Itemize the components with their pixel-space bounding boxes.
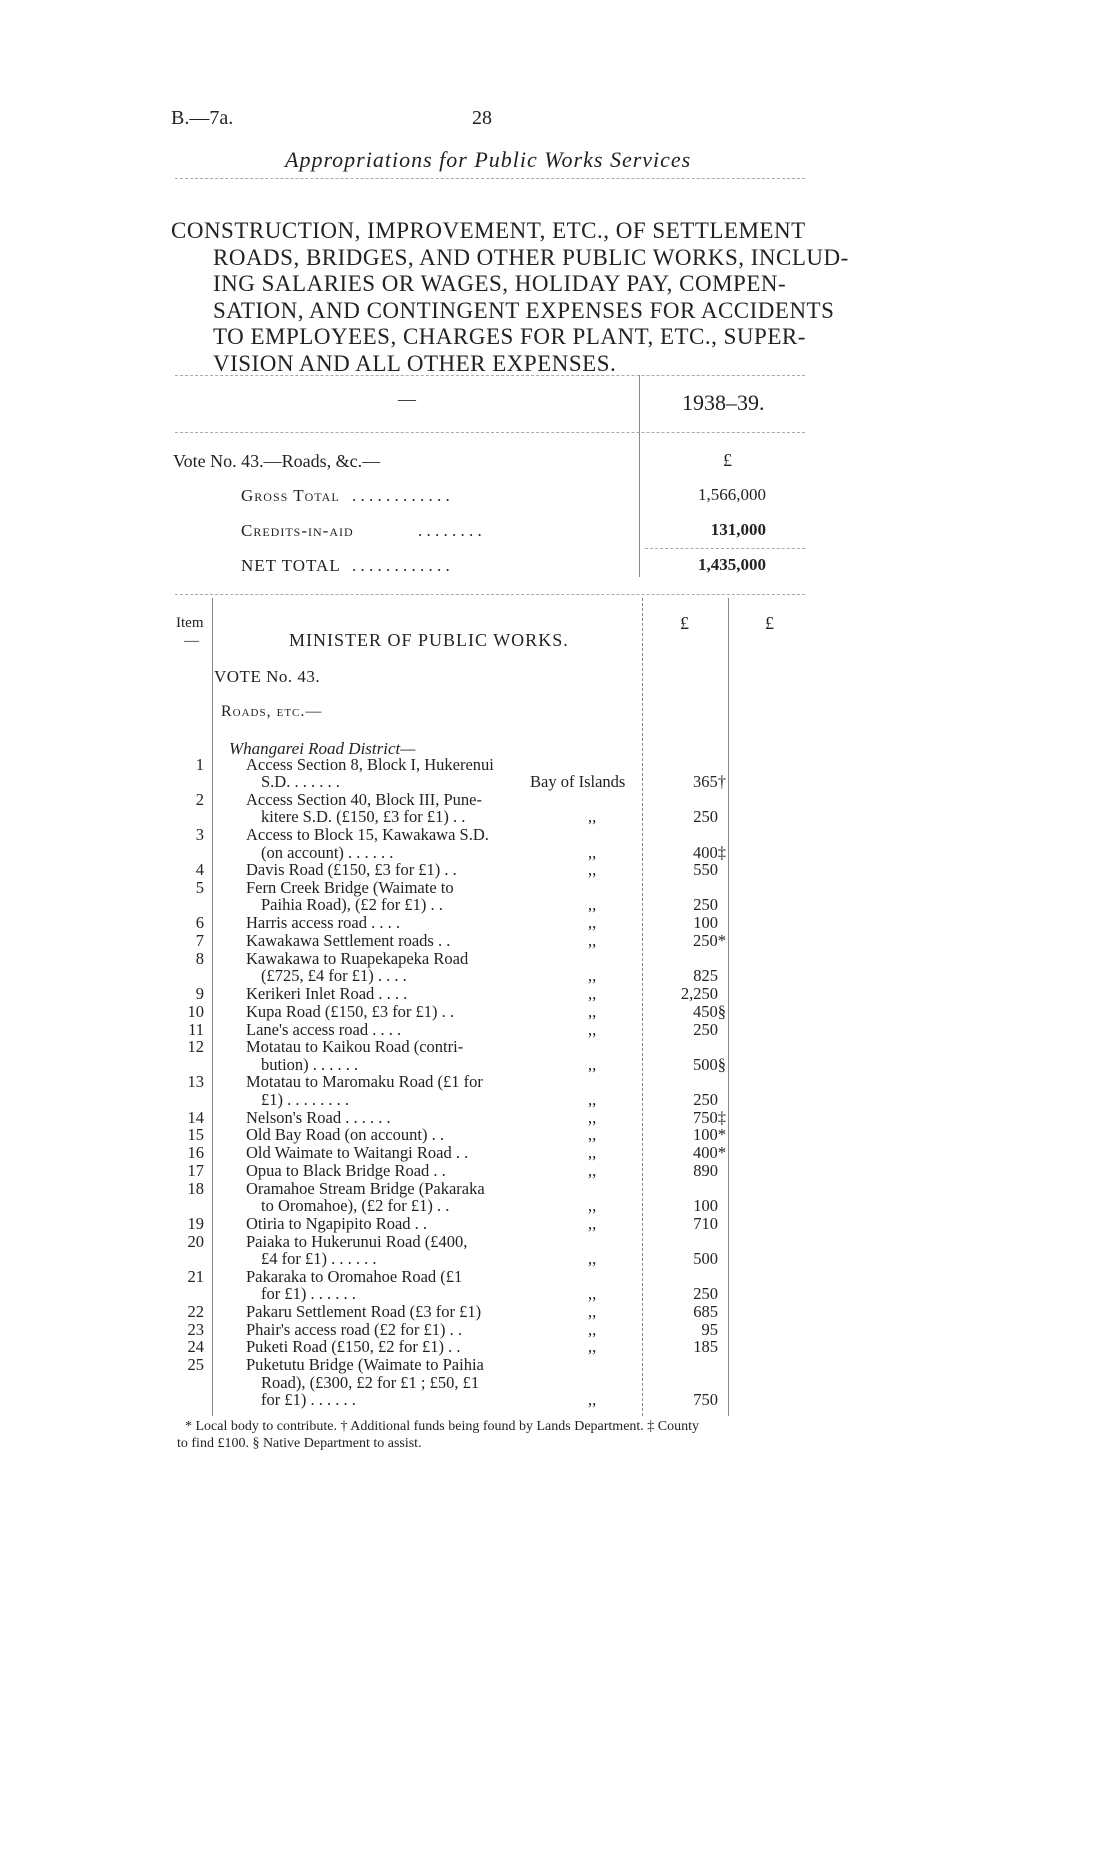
item-description: Access Section 40, Block III, Pune- — [246, 790, 482, 810]
item-number: 20 — [187, 1231, 204, 1251]
summary-column-rule — [639, 375, 640, 577]
item-amount: 100 — [693, 913, 718, 933]
item-column-header: Item — [176, 615, 204, 631]
item-number: 5 — [195, 878, 204, 898]
title-line: ING SALARIES OR WAGES, HOLIDAY PAY, COMPEN- — [213, 271, 787, 296]
item-amount: 250* — [693, 931, 726, 950]
item-amount: 400* — [693, 1143, 726, 1163]
item-place: ,, — [588, 1319, 597, 1339]
item-description: Kupa Road (£150, £3 for £1) . . — [246, 1001, 455, 1021]
item-place: ,, — [588, 1125, 597, 1145]
item-amount: 95 — [701, 1319, 718, 1339]
item-place: ,, — [588, 1143, 597, 1163]
item-amount: 750‡ — [693, 1107, 726, 1127]
item-number: 7 — [195, 931, 204, 950]
item-description: Nelson's Road . . . . . . — [246, 1107, 391, 1127]
item-amount: 250 — [693, 1284, 718, 1303]
vote-heading: VOTE No. 43. — [214, 667, 321, 686]
item-amount: 250 — [693, 1019, 718, 1039]
net-total-rule — [645, 548, 805, 549]
summary-currency: £ — [723, 450, 732, 470]
item-description: Kerikeri Inlet Road . . . . — [246, 983, 408, 1003]
credits-in-aid-label: Credits-in-aid — [241, 521, 354, 540]
roads-heading: Roads, etc.— — [221, 703, 323, 720]
item-amount: 685 — [693, 1301, 718, 1321]
place-column-rule — [642, 598, 643, 1416]
vote-label: Vote No. 43.—Roads, &c.— — [173, 451, 381, 471]
item-description: Paihia Road), (£2 for £1) . . — [261, 895, 443, 915]
net-total-leaders: . . . . . . . . . . . . — [352, 556, 450, 575]
item-place: ,, — [588, 1337, 597, 1357]
item-number: 10 — [187, 1001, 204, 1021]
report-reference: B.—7a. — [171, 107, 234, 129]
item-amount: 500 — [693, 1248, 718, 1268]
item-place: ,, — [588, 842, 597, 862]
item-description: Old Bay Road (on account) . . — [246, 1125, 444, 1145]
item-number: 9 — [195, 983, 204, 1003]
item-place: ,, — [588, 860, 597, 880]
item-description: (£725, £4 for £1) . . . . — [261, 966, 407, 986]
item-description: S.D. . . . . . . — [261, 772, 340, 792]
item-description: Motatau to Kaikou Road (contri- — [246, 1037, 464, 1057]
item-number: 2 — [195, 790, 204, 810]
item-description: Pakaraka to Oromahoe Road (£1 — [246, 1266, 463, 1286]
item-amount: 890 — [693, 1160, 718, 1180]
item-number: 21 — [187, 1266, 204, 1286]
title-line: VISION AND ALL OTHER EXPENSES. — [213, 350, 617, 376]
item-description: Harris access road . . . . — [246, 913, 400, 933]
item-number: 11 — [188, 1019, 204, 1039]
item-description: for £1) . . . . . . — [261, 1284, 356, 1303]
item-number: 25 — [187, 1355, 204, 1375]
item-description: Kawakawa to Ruapekapeka Road — [246, 948, 469, 968]
item-description: kitere S.D. (£150, £3 for £1) . . — [261, 807, 466, 827]
page-number: 28 — [472, 107, 492, 129]
net-total-value: 1,435,000 — [698, 555, 766, 574]
item-place: ,, — [588, 1213, 597, 1233]
item-place: ,, — [588, 1019, 597, 1039]
item-amount: 250 — [693, 895, 718, 915]
item-number: 16 — [187, 1143, 204, 1163]
page-subtitle: Appropriations for Public Works Services — [285, 147, 692, 172]
item-amount: 365† — [693, 772, 726, 792]
item-number: 14 — [187, 1107, 204, 1127]
item-description: Access to Block 15, Kawakawa S.D. — [246, 825, 489, 845]
item-number: 18 — [187, 1178, 204, 1198]
item-description: Otiria to Ngapipito Road . . — [246, 1213, 428, 1233]
item-description: bution) . . . . . . — [261, 1054, 359, 1074]
minister-heading: MINISTER OF PUBLIC WORKS. — [289, 630, 569, 650]
item-place: ,, — [588, 1284, 597, 1303]
title-line: TO EMPLOYEES, CHARGES FOR PLANT, ETC., SUPER- — [213, 324, 806, 349]
gross-total-value: 1,566,000 — [698, 485, 766, 504]
gross-total-label: Gross Total — [241, 486, 340, 505]
title-line: SATION, AND CONTINGENT EXPENSES FOR ACCIDENTS — [213, 297, 835, 323]
item-amount: 825 — [693, 966, 718, 986]
item-place: Bay of Islands — [530, 772, 626, 792]
item-amount: 250 — [693, 807, 718, 827]
item-number: 22 — [187, 1301, 204, 1321]
item-description: Kawakawa Settlement roads . . — [246, 931, 451, 950]
item-number: 24 — [187, 1337, 204, 1357]
item-place: ,, — [588, 1301, 597, 1321]
item-place: ,, — [588, 895, 597, 915]
summary-year: 1938–39. — [682, 390, 765, 415]
item-number: 6 — [195, 913, 204, 933]
item-description: £1) . . . . . . . . — [261, 1089, 349, 1109]
amount-currency-2: £ — [765, 613, 774, 633]
item-place: ,, — [588, 913, 597, 933]
item-place: ,, — [588, 931, 597, 950]
amount-currency-1: £ — [680, 613, 689, 633]
item-place: ,, — [588, 1107, 597, 1127]
item-amount: 750 — [693, 1389, 718, 1409]
header-divider — [175, 178, 805, 179]
item-number: 19 — [187, 1213, 204, 1233]
item-amount: 710 — [693, 1213, 718, 1233]
item-description: Access Section 8, Block I, Hukerenui — [246, 755, 494, 774]
item-amount: 2,250 — [680, 983, 718, 1003]
title-line: ROADS, BRIDGES, AND OTHER PUBLIC WORKS, INCLUD- — [213, 244, 849, 270]
net-total-label: NET TOTAL — [241, 556, 341, 575]
item-place: ,, — [588, 1389, 597, 1409]
item-description: Motatau to Maromaku Road (£1 for — [246, 1072, 483, 1092]
item-place: ,, — [588, 807, 597, 827]
item-place: ,, — [588, 1160, 597, 1180]
item-place: ,, — [588, 983, 597, 1003]
item-amount: 500§ — [693, 1054, 726, 1074]
item-number: 13 — [187, 1072, 204, 1092]
item-amount: 185 — [693, 1337, 718, 1357]
item-number: 8 — [195, 948, 204, 968]
item-description: Pakaru Settlement Road (£3 for £1) — [246, 1301, 482, 1321]
item-description: Road), (£300, £2 for £1 ; £50, £1 — [261, 1372, 480, 1392]
item-number: 1 — [195, 755, 204, 774]
item-description: for £1) . . . . . . — [261, 1389, 356, 1409]
item-column-rule — [212, 598, 213, 1416]
item-description: Opua to Black Bridge Road . . — [246, 1160, 446, 1180]
item-description: to Oromahoe), (£2 for £1) . . — [261, 1196, 450, 1215]
item-description: Lane's access road . . . . — [246, 1019, 402, 1039]
item-description: Phair's access road (£2 for £1) . . — [246, 1319, 463, 1339]
footnote-line-1: * Local body to contribute. † Additional funds being found by Lands Department. ‡ County — [185, 1419, 700, 1434]
item-place: ,, — [588, 1001, 597, 1021]
table-top-rule — [175, 594, 805, 595]
item-place: ,, — [588, 1054, 597, 1074]
item-number: 17 — [187, 1160, 204, 1180]
item-description: £4 for £1) . . . . . . — [261, 1248, 377, 1268]
summary-header-rule — [175, 432, 805, 433]
item-number: 23 — [187, 1319, 204, 1339]
item-number: 4 — [195, 860, 204, 880]
amount-column-rule — [728, 598, 729, 1416]
item-description: Fern Creek Bridge (Waimate to — [246, 878, 454, 898]
item-description: Oramahoe Stream Bridge (Pakaraka — [246, 1178, 485, 1198]
summary-top-rule — [175, 375, 805, 376]
item-place: ,, — [588, 1196, 597, 1215]
footnote-line-2: to find £100. § Native Department to assist. — [177, 1436, 422, 1451]
item-number: 15 — [187, 1125, 204, 1145]
item-number: 12 — [187, 1037, 204, 1057]
item-description: (on account) . . . . . . — [261, 842, 394, 862]
item-description: Davis Road (£150, £3 for £1) . . — [246, 860, 457, 880]
item-amount: 100* — [693, 1125, 726, 1145]
item-description: Puketutu Bridge (Waimate to Paihia — [246, 1355, 484, 1375]
item-description: Paiaka to Hukerunui Road (£400, — [246, 1231, 468, 1251]
item-place: ,, — [588, 966, 597, 986]
credits-in-aid-leaders: . . . . . . . . — [418, 521, 482, 540]
summary-label-dash: — — [398, 389, 416, 409]
district-heading: Whangarei Road District— — [229, 739, 416, 758]
item-description: Old Waimate to Waitangi Road . . — [246, 1143, 469, 1163]
gross-total-leaders: . . . . . . . . . . . . — [352, 486, 450, 505]
item-amount: 400‡ — [693, 842, 726, 862]
item-place: ,, — [588, 1089, 597, 1109]
item-description: Puketi Road (£150, £2 for £1) . . — [246, 1337, 461, 1357]
title-line: CONSTRUCTION, IMPROVEMENT, ETC., OF SETTLEMENT — [171, 218, 806, 243]
item-column-dash: — — [184, 633, 199, 649]
item-amount: 450§ — [693, 1001, 726, 1021]
item-amount: 250 — [693, 1089, 718, 1109]
credits-in-aid-value: 131,000 — [710, 520, 766, 539]
item-amount: 100 — [693, 1196, 718, 1215]
item-amount: 550 — [693, 860, 718, 880]
item-number: 3 — [195, 825, 204, 845]
item-place: ,, — [588, 1248, 597, 1268]
